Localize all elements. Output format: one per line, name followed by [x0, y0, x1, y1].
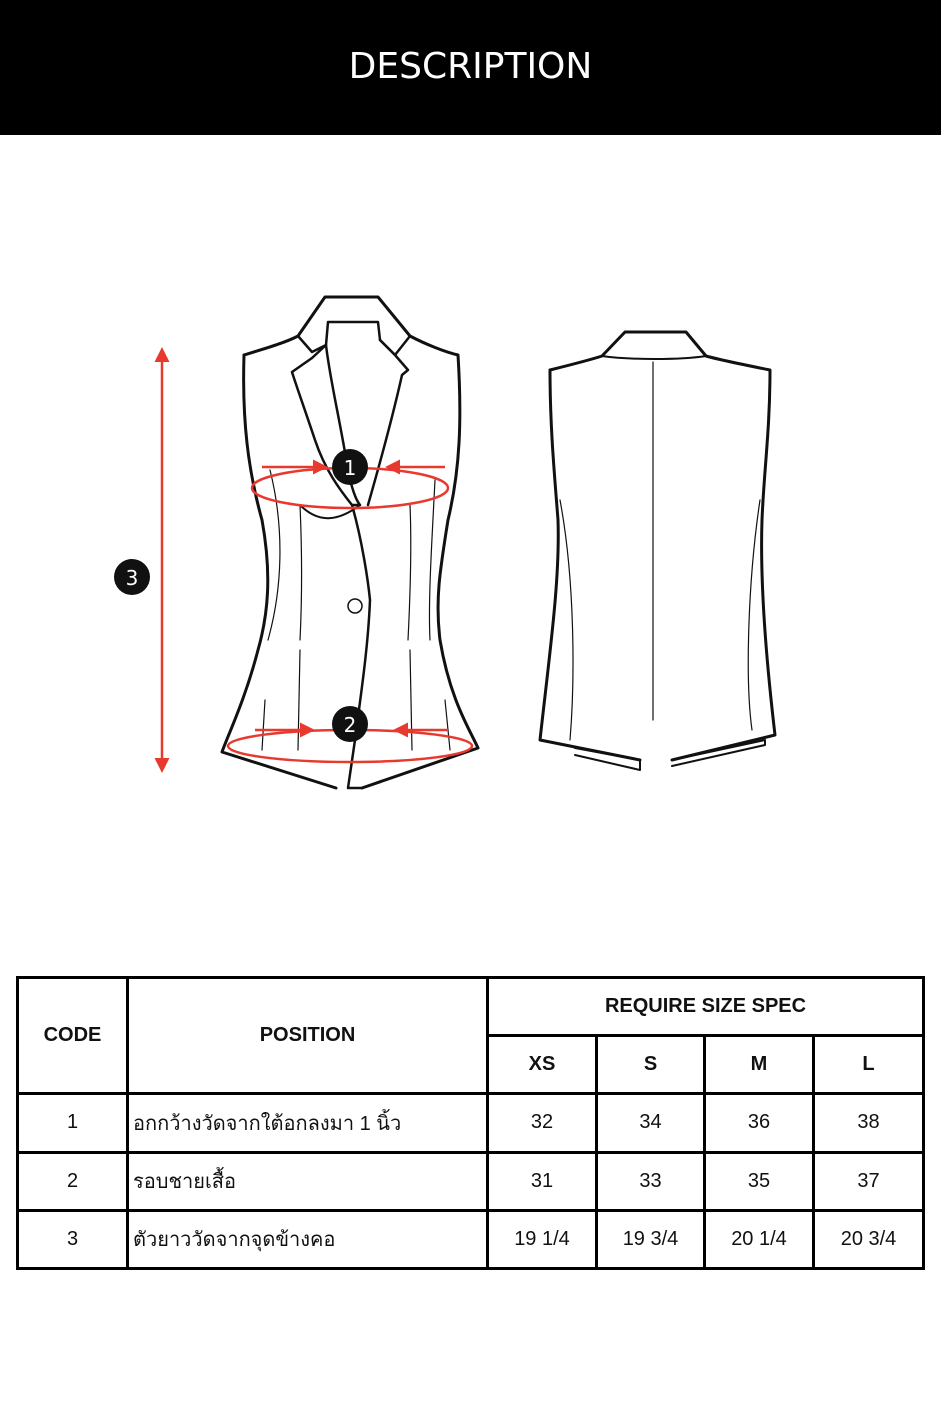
row-value-xs: 19 1/4 [488, 1210, 597, 1268]
table-row [18, 1152, 924, 1210]
row-value-l: 38 [814, 1094, 924, 1152]
row-code: 1 [18, 1094, 128, 1152]
vest-illustration [0, 135, 941, 935]
row-position: ตัวยาววัดจากจุดข้างคอ [128, 1210, 488, 1268]
marker-label-3: 3 [125, 566, 139, 590]
row-value-m: 35 [705, 1152, 814, 1210]
row-position: รอบชายเสื้อ [128, 1152, 488, 1210]
row-value-xs: 32 [488, 1094, 597, 1152]
row-position: อกกว้างวัดจากใต้อกลงมา 1 นิ้ว [128, 1094, 488, 1152]
row-value-l: 37 [814, 1152, 924, 1210]
row-value-m: 20 1/4 [705, 1210, 814, 1268]
vest-back [540, 332, 775, 770]
size-header-s: S [597, 1036, 705, 1094]
row-value-l: 20 3/4 [814, 1210, 924, 1268]
marker-label-2: 2 [343, 713, 357, 737]
row-value-s: 19 3/4 [597, 1210, 705, 1268]
table-row [18, 1094, 924, 1152]
size-spec-table [16, 976, 925, 1270]
row-code: 2 [18, 1152, 128, 1210]
marker-badge-1 [332, 449, 368, 485]
row-value-s: 33 [597, 1152, 705, 1210]
header-title: DESCRIPTION [348, 46, 593, 87]
row-value-xs: 31 [488, 1152, 597, 1210]
size-header-m: M [705, 1036, 814, 1094]
marker-badge-3 [114, 559, 150, 595]
description-header [0, 0, 941, 135]
row-value-m: 36 [705, 1094, 814, 1152]
size-header-xs: XS [488, 1036, 597, 1094]
size-header-l: L [814, 1036, 924, 1094]
position-header: POSITION [128, 978, 488, 1094]
measure-marks [162, 350, 472, 770]
spec-header: REQUIRE SIZE SPEC [488, 978, 924, 1036]
row-value-s: 34 [597, 1094, 705, 1152]
table-row [18, 1210, 924, 1268]
row-code: 3 [18, 1210, 128, 1268]
code-header: CODE [18, 978, 128, 1094]
marker-badge-2 [332, 706, 368, 742]
marker-label-1: 1 [343, 456, 357, 480]
